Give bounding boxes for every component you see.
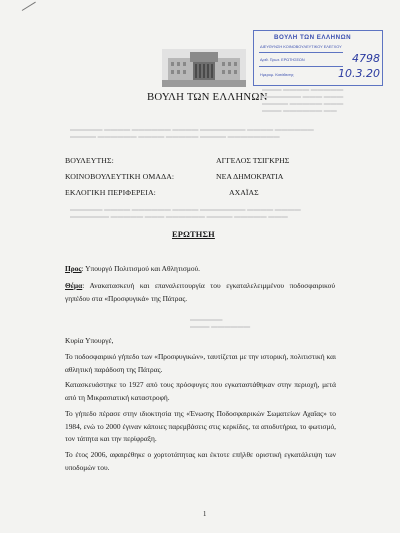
stamp-title: ΒΟΥΛΗ ΤΩΝ ΕΛΛΗΝΩΝ bbox=[274, 34, 352, 41]
bleed-through-text: ▬▬▬▬▬ ▬▬▬▬ ▬▬▬▬▬▬ ▬▬▬▬ ▬▬▬▬▬▬▬ ▬▬▬▬ ▬▬▬▬▬▬ ▬▬▬▬ ▬▬▬▬▬▬ ▬▬▬▬ ▬▬▬▬▬ ▬▬▬▬ ▬▬▬▬▬▬▬▬ bbox=[70, 126, 314, 140]
stamp-number: 4798 bbox=[352, 52, 380, 65]
paragraph: Το γήπεδο πέρασε στην ιδιοκτησία της «Ένωσης Ποδοσφαιρικών Σωματείων Αχαΐας» το 1984, ενώ το 2000 έγιναν κάποιες παρεμβάσεις στις κερκίδες, τα αποδυτήρια, το φωτισμό, τον τάπητα και την περίφραξη. bbox=[65, 409, 336, 443]
bleed-through-text: ▬▬▬ ▬▬▬▬ ▬▬▬▬▬ ▬▬▬▬▬▬ ▬▬▬ ▬▬▬ ▬▬▬▬ ▬▬▬▬▬ ▬▬▬ ▬▬▬ ▬▬▬▬▬▬ ▬▬ bbox=[262, 86, 344, 114]
constituency-name: ΑΧΑΪΑΣ bbox=[229, 188, 259, 197]
constituency-label: ΕΚΛΟΓΙΚΗ ΠΕΡΙΦΕΡΕΙΑ: bbox=[65, 188, 156, 197]
parliament-building-logo bbox=[160, 48, 248, 88]
stamp-divider bbox=[259, 52, 343, 53]
document-heading: ΕΡΩΤΗΣΗ bbox=[172, 230, 215, 239]
mp-name: ΑΓΓΕΛΟΣ ΤΣΙΓΚΡΗΣ bbox=[216, 156, 290, 165]
mp-label: ΒΟΥΛΕΥΤΗΣ: bbox=[65, 156, 114, 165]
stamp-date-label: Ημερομ. Κατάθεσης bbox=[260, 73, 294, 77]
salutation: Κυρία Υπουργέ, bbox=[65, 336, 114, 345]
registration-stamp bbox=[253, 30, 383, 86]
subject-text: : Ανακατασκευή και επαναλειτουργία του εγκαταλελειμμένου ποδοσφαιρικού γηπέδου στα «Προσφυγικά» της Πάτρας. bbox=[65, 281, 335, 303]
paragraph: Το έτος 2006, αφαιρέθηκε ο χορτοτάπητας και έκτοτε επήλθε οριστική εγκατάλειψη των υποδομών του. bbox=[65, 450, 336, 472]
stamp-divider bbox=[259, 66, 343, 67]
stamp-subtitle: ΔΙΕΥΘΥΝΣΗ ΚΟΙΝΟΒΟΥΛΕΥΤΙΚΟΥ ΕΛΕΓΧΟΥ bbox=[260, 44, 342, 49]
recipient-line bbox=[65, 264, 200, 273]
bleed-through-text: ▬▬▬▬▬ ▬▬▬▬ ▬▬▬▬▬▬ ▬▬▬▬ ▬▬▬▬▬▬▬ ▬▬▬▬ ▬▬▬▬ ▬▬▬▬▬▬ ▬▬▬▬▬ ▬▬▬ ▬▬▬▬▬▬ ▬▬▬▬ ▬▬▬▬▬ ▬▬▬ bbox=[70, 206, 301, 220]
party-name: ΝΕΑ ΔΗΜΟΚΡΑΤΙΑ bbox=[216, 172, 284, 181]
recipient-text: : Υπουργό Πολιτισμού και Αθλητισμού. bbox=[81, 264, 201, 273]
paragraph: Κατασκευάστηκε το 1927 από τους πρόσφυγες που εγκαταστάθηκαν στην περιοχή, μετά από τη Μικρασιατική καταστροφή. bbox=[65, 380, 336, 402]
stamp-number-label: Αριθ. Πρωτ. ΕΡΩΤΗΣΕΩΝ bbox=[260, 58, 305, 62]
pen-mark bbox=[22, 2, 36, 11]
page-number: 1 bbox=[203, 511, 207, 518]
party-label: ΚΟΙΝΟΒΟΥΛΕΥΤΙΚΗ ΟΜΑΔΑ: bbox=[65, 172, 175, 181]
stamp-date: 10.3.20 bbox=[338, 67, 380, 80]
bleed-through-text: ▬▬▬▬▬ ▬▬▬ ▬▬▬▬▬▬ bbox=[190, 316, 251, 330]
subject-label: Θέμα bbox=[65, 281, 83, 290]
recipient-label: Προς bbox=[65, 264, 82, 273]
parliament-title: ΒΟΥΛΗ ΤΩΝ ΕΛΛΗΝΩΝ bbox=[147, 91, 268, 103]
subject-line bbox=[65, 280, 335, 305]
paragraph: Το ποδοσφαιρικό γήπεδο των «Προσφυγικών», ταυτίζεται με την ιστορική, πολιτιστική και αθλητική παράδοση της Πάτρας. bbox=[65, 352, 336, 374]
